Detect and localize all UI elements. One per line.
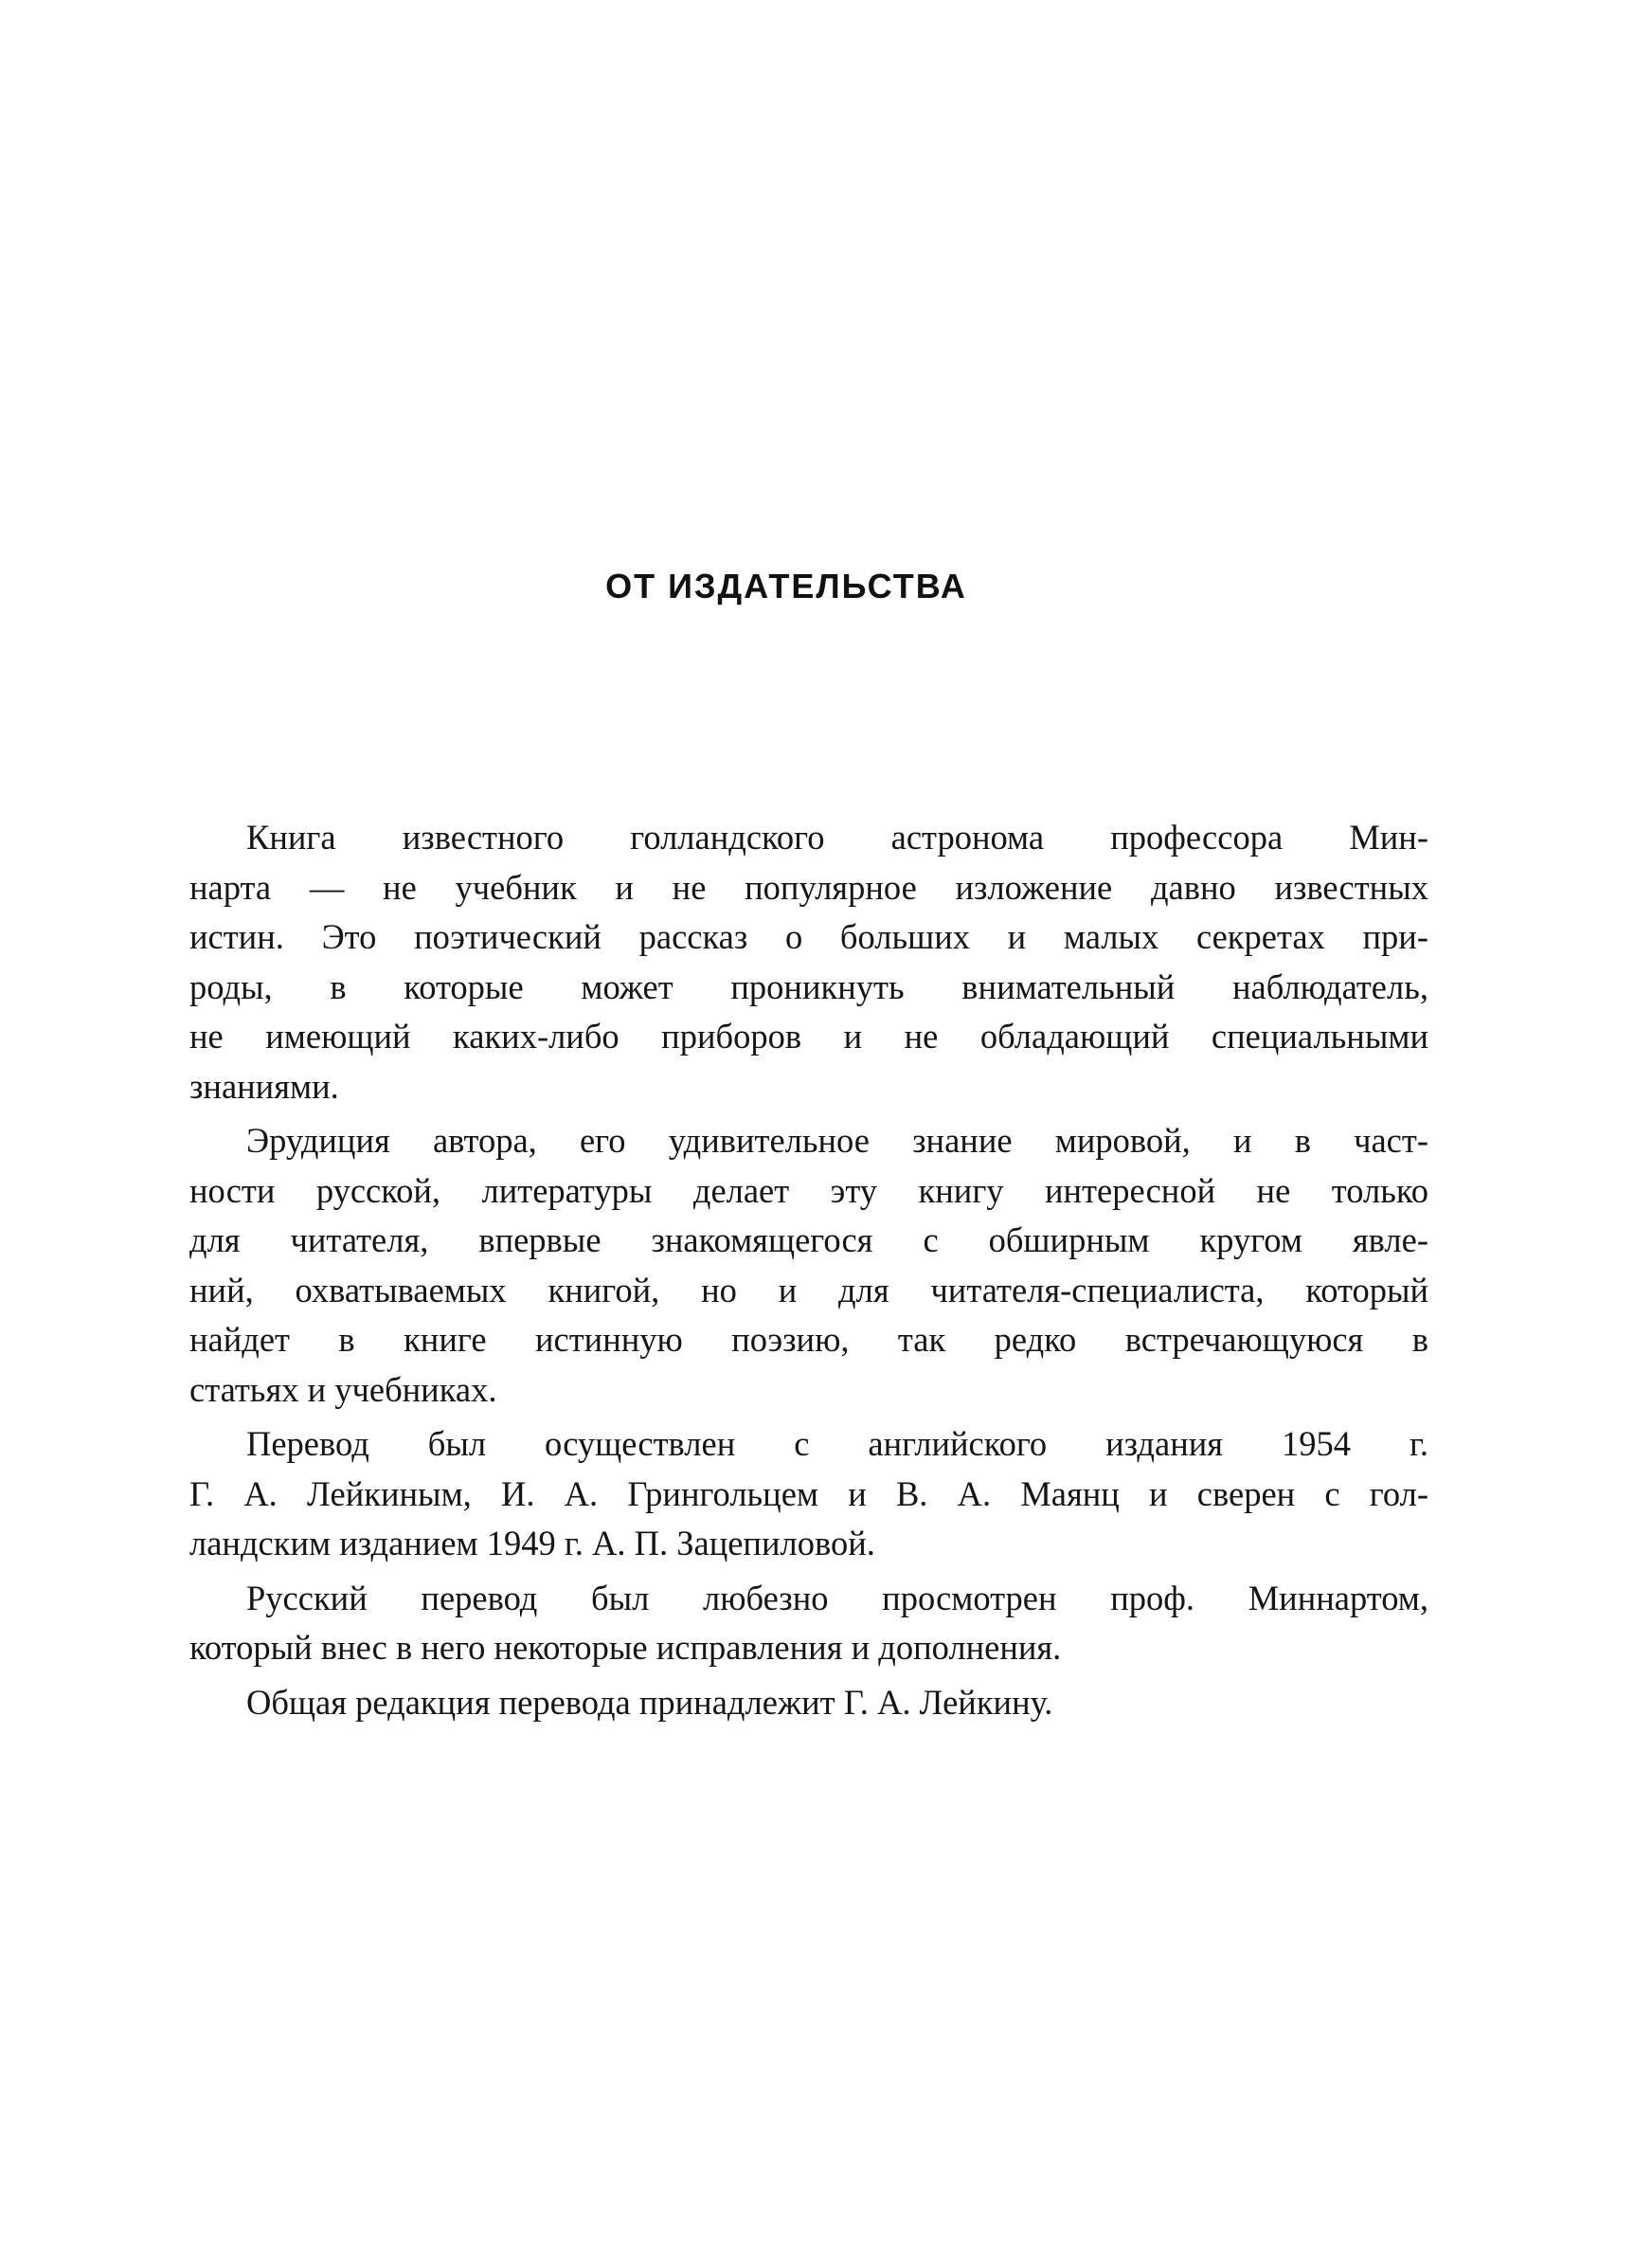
text-line: Эрудиция автора, его удивительное знание мировой, и в част- — [246, 1121, 1428, 1160]
paragraph-2 — [189, 1116, 1428, 1415]
paragraph-5 — [189, 1678, 1428, 1728]
publisher-note-body — [189, 813, 1428, 1727]
text-line: для читателя, впервые знакомящегося с обширным кругом явле- — [189, 1220, 1428, 1259]
text-line: Перевод был осуществлен с английского издания 1954 г. — [246, 1424, 1428, 1463]
text-line: ний, охватываемых книгой, но и для читателя-специалиста, который — [189, 1270, 1428, 1309]
page-title: ОТ ИЗДАТЕЛЬСТВА — [605, 567, 967, 605]
text-line: найдет в книге истинную поэзию, так редко встречающуюся в — [189, 1320, 1428, 1359]
text-line: который внес в него некоторые исправления и дополнения. — [189, 1628, 1062, 1667]
text-line: ности русской, литературы делает эту книгу интересной не только — [189, 1170, 1428, 1210]
text-line: Русский перевод был любезно просмотрен проф. Миннартом, — [246, 1578, 1428, 1617]
paragraph-3 — [189, 1419, 1428, 1569]
text-line: знаниями. — [189, 1066, 339, 1106]
text-line: Г. А. Лейкиным, И. А. Грингольцем и В. А. Маянц и сверен с гол- — [189, 1473, 1428, 1513]
text-line: нарта — не учебник и не популярное изложение давно известных — [189, 867, 1428, 907]
text-line: ландским изданием 1949 г. А. П. Зацепиловой. — [189, 1524, 875, 1562]
text-line: истин. Это поэтический рассказ о больших и малых секретах при- — [189, 917, 1428, 956]
text-line: Общая редакция перевода принадлежит Г. А. Лейкину. — [246, 1682, 1053, 1722]
text-line: не имеющий каких-либо приборов и не обладающий специальными — [189, 1017, 1428, 1056]
text-line: Книга известного голландского астронома профессора Мин- — [246, 818, 1428, 857]
paragraph-1 — [189, 813, 1428, 1111]
paragraph-4 — [189, 1574, 1428, 1673]
text-line: роды, в которые может проникнуть внимательный наблюдатель, — [189, 966, 1428, 1006]
text-line: статьях и учебниках. — [189, 1369, 497, 1409]
